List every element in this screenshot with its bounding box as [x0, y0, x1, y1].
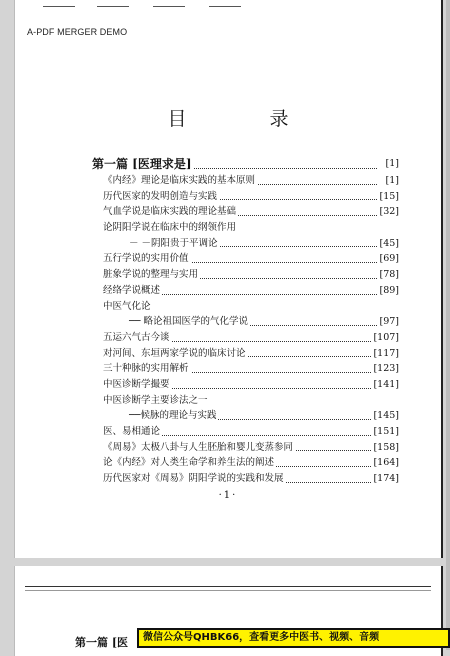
toc-entry-title: 《内经》理论是临床实践的基本原则 — [103, 175, 256, 186]
toc-entry-title: 对河间、东垣两家学说的临床讨论 — [103, 347, 246, 359]
toc-entry[interactable] — [103, 251, 399, 267]
toc-entry-title: 脏象学说的整理与实用 — [103, 269, 199, 281]
toc-entry-title: 《周易》太极八卦与人生胚胎和婴儿变蒸参同 — [103, 441, 294, 453]
toc-entry-title: 中医气化论 — [103, 300, 151, 312]
toc-entry-title: 三十种脉的实用解析 — [103, 363, 189, 375]
toc-entry[interactable] — [103, 236, 399, 252]
toc-entry-page: [151] — [371, 424, 399, 440]
toc-entry-title: 中医诊断学主要诊法之一 — [103, 394, 208, 406]
toc-entry-title: 五行学说的实用价值 — [103, 253, 189, 265]
page-title: 目 录 — [167, 108, 321, 130]
page-number: ·1· — [218, 490, 238, 501]
toc-entry-title: 历代医家的发明创造与实践 — [103, 190, 218, 202]
pdf-page — [14, 0, 443, 558]
toc-entry[interactable] — [103, 361, 399, 377]
toc-entry-title: ── 略论祖国医学的气化学说 — [103, 316, 250, 327]
toc-entry[interactable] — [103, 314, 399, 330]
watermark: A-PDF MERGER DEMO — [27, 27, 128, 37]
toc-entry-page: [1] — [384, 155, 399, 173]
toc-entry[interactable] — [103, 220, 399, 236]
toc-entry-title: 论阴阳学说在临床中的纲领作用 — [103, 222, 237, 234]
toc-entry[interactable] — [103, 267, 399, 283]
toc-entry[interactable] — [103, 424, 399, 440]
toc-entry-title: 历代医家对《周易》阴阳学说的实践和发展 — [103, 473, 284, 485]
toc-entry[interactable] — [103, 408, 399, 424]
toc-entry-page: [1] — [384, 173, 399, 189]
toc-entry[interactable] — [103, 346, 399, 362]
toc-entry[interactable] — [103, 440, 399, 456]
toc-entry[interactable] — [103, 283, 399, 299]
toc-entry[interactable] — [103, 377, 399, 393]
toc-entry-page: [45] — [377, 236, 399, 252]
toc-entry-page: [15] — [377, 189, 399, 205]
toc-entry-page: [158] — [371, 440, 399, 456]
toc-entry[interactable] — [103, 173, 399, 189]
scrollbar[interactable] — [446, 0, 450, 650]
toc-entry-page: [141] — [371, 377, 399, 393]
toc-entry-page: [107] — [371, 330, 399, 346]
toc-entry-title: 气血学说是临床实践的理论基础 — [103, 206, 237, 218]
divider — [25, 586, 431, 587]
toc-entry-title: 中医诊断学撮要 — [103, 378, 170, 390]
toc-entry-title: 医、易相通论 — [103, 426, 161, 437]
divider — [25, 590, 431, 591]
toc-entry[interactable] — [103, 189, 399, 205]
promo-banner: 微信公众号QHBK66，查看更多中医书、视频、音频 — [137, 628, 450, 648]
toc-entry-page: [89] — [377, 283, 399, 299]
toc-entry[interactable] — [103, 471, 399, 487]
toc-entry[interactable] — [103, 299, 399, 315]
toc-entry-title: 经络学说概述 — [103, 284, 161, 296]
table-of-contents — [92, 155, 399, 487]
toc-entry-page: [69] — [377, 251, 399, 267]
toc-entry-page: [117] — [371, 346, 399, 362]
toc-entry-page: [145] — [371, 408, 399, 424]
toc-part-heading[interactable] — [92, 155, 399, 173]
toc-entry[interactable] — [103, 393, 399, 409]
toc-entry-title: 论《内经》对人类生命学和养生法的阐述 — [103, 457, 275, 469]
page-top-rule — [15, 0, 441, 14]
toc-entry-title: 五运六气古今谈 — [103, 331, 170, 343]
toc-entry[interactable] — [103, 204, 399, 220]
toc-entry-title: ──候脉的理论与实践 — [103, 410, 218, 421]
toc-entry-page: [123] — [371, 361, 399, 377]
toc-entry-title: 第一篇 [医理求是] — [92, 157, 192, 171]
toc-entry-page: [78] — [377, 267, 399, 283]
toc-entry-page: [164] — [371, 455, 399, 471]
toc-entry[interactable] — [103, 330, 399, 346]
toc-entry-page: [32] — [377, 204, 399, 220]
toc-entry-page: [174] — [371, 471, 399, 487]
toc-entry-title: － －阴阳贵于平调论 — [103, 238, 220, 249]
toc-entry-page: [97] — [377, 314, 399, 330]
toc-entry[interactable] — [103, 455, 399, 471]
next-page-heading: 第一篇 [医 — [75, 636, 129, 649]
